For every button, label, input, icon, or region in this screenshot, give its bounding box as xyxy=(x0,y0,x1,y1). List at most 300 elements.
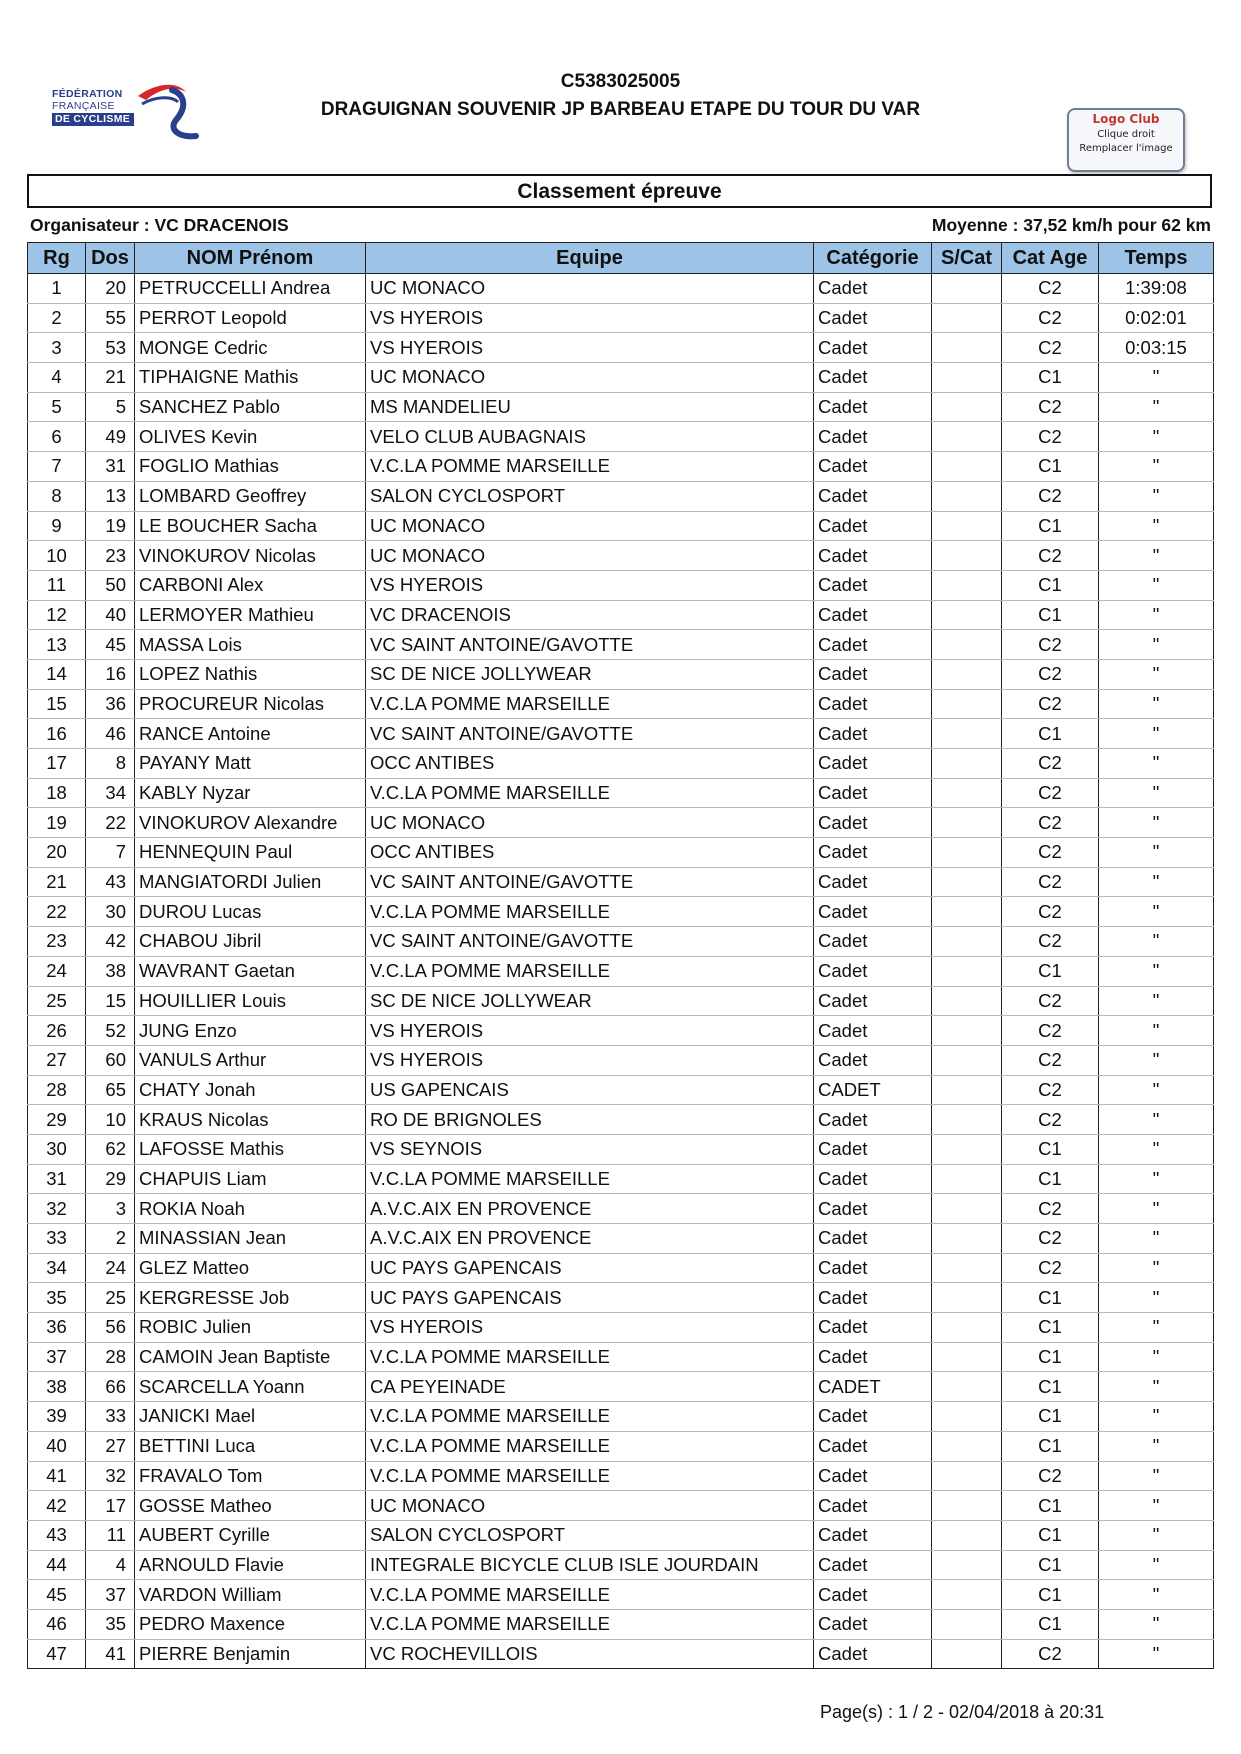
cell-time: " xyxy=(1099,363,1214,393)
federation-logo-line1: FÉDÉRATION xyxy=(52,88,123,100)
cell-team: V.C.LA POMME MARSEILLE xyxy=(366,452,814,482)
table-row xyxy=(28,511,1214,541)
cell-name: VINOKUROV Nicolas xyxy=(135,541,366,571)
table-row xyxy=(28,392,1214,422)
cell-rank: 2 xyxy=(28,303,86,333)
cell-time: " xyxy=(1099,541,1214,571)
table-row xyxy=(28,1639,1214,1669)
club-logo-title: Logo Club xyxy=(1092,112,1160,126)
cell-bib: 32 xyxy=(86,1461,135,1491)
cell-bib: 27 xyxy=(86,1431,135,1461)
table-header-row xyxy=(28,243,1214,274)
cell-category: Cadet xyxy=(814,838,932,868)
cell-time: " xyxy=(1099,630,1214,660)
cell-age-category: C1 xyxy=(1002,1431,1099,1461)
cell-team: VS HYEROIS xyxy=(366,1313,814,1343)
table-row xyxy=(28,927,1214,957)
table-row xyxy=(28,1609,1214,1639)
cell-subcategory xyxy=(932,689,1002,719)
cell-bib: 36 xyxy=(86,689,135,719)
cell-bib: 2 xyxy=(86,1224,135,1254)
cell-name: VANULS Arthur xyxy=(135,1045,366,1075)
cell-time: " xyxy=(1099,1016,1214,1046)
table-row xyxy=(28,1313,1214,1343)
cell-time: " xyxy=(1099,719,1214,749)
cell-age-category: C1 xyxy=(1002,1283,1099,1313)
table-row xyxy=(28,749,1214,779)
cell-team: V.C.LA POMME MARSEILLE xyxy=(366,897,814,927)
cell-bib: 4 xyxy=(86,1550,135,1580)
col-header-team: Equipe xyxy=(366,243,814,274)
cell-subcategory xyxy=(932,1402,1002,1432)
cell-subcategory xyxy=(932,303,1002,333)
cell-bib: 38 xyxy=(86,956,135,986)
federation-logo-line2: FRANÇAISE xyxy=(52,100,115,112)
cell-time: " xyxy=(1099,1609,1214,1639)
cell-rank: 27 xyxy=(28,1045,86,1075)
cell-age-category: C1 xyxy=(1002,600,1099,630)
cell-rank: 6 xyxy=(28,422,86,452)
event-code: C5383025005 xyxy=(560,71,681,92)
cell-age-category: C1 xyxy=(1002,956,1099,986)
cell-bib: 8 xyxy=(86,749,135,779)
cell-bib: 50 xyxy=(86,570,135,600)
cell-age-category: C2 xyxy=(1002,778,1099,808)
cell-subcategory xyxy=(932,1431,1002,1461)
cell-rank: 1 xyxy=(28,274,86,304)
cell-category: Cadet xyxy=(814,570,932,600)
cell-age-category: C2 xyxy=(1002,1045,1099,1075)
cell-name: LERMOYER Mathieu xyxy=(135,600,366,630)
cell-name: PAYANY Matt xyxy=(135,749,366,779)
table-row xyxy=(28,303,1214,333)
cell-bib: 11 xyxy=(86,1520,135,1550)
cell-time: " xyxy=(1099,1520,1214,1550)
cell-age-category: C2 xyxy=(1002,303,1099,333)
cell-team: V.C.LA POMME MARSEILLE xyxy=(366,778,814,808)
cell-time: " xyxy=(1099,452,1214,482)
cell-rank: 29 xyxy=(28,1105,86,1135)
table-row xyxy=(28,1283,1214,1313)
cell-subcategory xyxy=(932,274,1002,304)
cell-name: LOPEZ Nathis xyxy=(135,659,366,689)
cell-bib: 25 xyxy=(86,1283,135,1313)
cell-age-category: C2 xyxy=(1002,333,1099,363)
table-row xyxy=(28,452,1214,482)
cell-age-category: C1 xyxy=(1002,511,1099,541)
cell-subcategory xyxy=(932,1045,1002,1075)
cell-bib: 23 xyxy=(86,541,135,571)
cell-subcategory xyxy=(932,1609,1002,1639)
cell-bib: 7 xyxy=(86,838,135,868)
cell-team: V.C.LA POMME MARSEILLE xyxy=(366,1342,814,1372)
cell-team: VC ROCHEVILLOIS xyxy=(366,1639,814,1669)
table-row xyxy=(28,956,1214,986)
cell-rank: 24 xyxy=(28,956,86,986)
cell-rank: 45 xyxy=(28,1580,86,1610)
club-logo-replace: Remplacer l'image xyxy=(1079,143,1173,154)
cell-name: CHABOU Jibril xyxy=(135,927,366,957)
cell-team: V.C.LA POMME MARSEILLE xyxy=(366,1402,814,1432)
cell-time: 0:02:01 xyxy=(1099,303,1214,333)
cell-rank: 5 xyxy=(28,392,86,422)
cell-team: V.C.LA POMME MARSEILLE xyxy=(366,1580,814,1610)
cell-name: GOSSE Matheo xyxy=(135,1491,366,1521)
cell-time: " xyxy=(1099,749,1214,779)
cell-name: VARDON William xyxy=(135,1580,366,1610)
cell-name: SCARCELLA Yoann xyxy=(135,1372,366,1402)
cell-subcategory xyxy=(932,600,1002,630)
table-row xyxy=(28,838,1214,868)
cell-bib: 40 xyxy=(86,600,135,630)
cell-rank: 11 xyxy=(28,570,86,600)
cell-category: Cadet xyxy=(814,1283,932,1313)
cell-rank: 21 xyxy=(28,867,86,897)
col-header-subcategory: S/Cat xyxy=(932,243,1002,274)
cell-subcategory xyxy=(932,1164,1002,1194)
cell-time: " xyxy=(1099,481,1214,511)
cell-rank: 26 xyxy=(28,1016,86,1046)
cell-bib: 28 xyxy=(86,1342,135,1372)
cell-subcategory xyxy=(932,838,1002,868)
cell-team: UC PAYS GAPENCAIS xyxy=(366,1283,814,1313)
cell-subcategory xyxy=(932,541,1002,571)
cell-bib: 53 xyxy=(86,333,135,363)
cell-rank: 46 xyxy=(28,1609,86,1639)
cell-team: VS SEYNOIS xyxy=(366,1134,814,1164)
cell-age-category: C2 xyxy=(1002,927,1099,957)
cell-age-category: C2 xyxy=(1002,274,1099,304)
table-row xyxy=(28,363,1214,393)
cell-subcategory xyxy=(932,778,1002,808)
cell-team: VS HYEROIS xyxy=(366,333,814,363)
cell-name: HOUILLIER Louis xyxy=(135,986,366,1016)
organizer: Organisateur : VC DRACENOIS xyxy=(30,215,289,235)
cell-bib: 16 xyxy=(86,659,135,689)
cell-team: A.V.C.AIX EN PROVENCE xyxy=(366,1224,814,1254)
cell-name: PERROT Leopold xyxy=(135,303,366,333)
cell-time: " xyxy=(1099,659,1214,689)
cell-bib: 5 xyxy=(86,392,135,422)
table-row xyxy=(28,333,1214,363)
cell-team: VC SAINT ANTOINE/GAVOTTE xyxy=(366,630,814,660)
cell-rank: 42 xyxy=(28,1491,86,1521)
cell-name: KERGRESSE Job xyxy=(135,1283,366,1313)
cell-name: PIERRE Benjamin xyxy=(135,1639,366,1669)
cell-bib: 21 xyxy=(86,363,135,393)
cell-name: LOMBARD Geoffrey xyxy=(135,481,366,511)
cell-category: Cadet xyxy=(814,897,932,927)
cell-subcategory xyxy=(932,422,1002,452)
cell-category: Cadet xyxy=(814,1580,932,1610)
cell-team: OCC ANTIBES xyxy=(366,749,814,779)
cell-rank: 28 xyxy=(28,1075,86,1105)
cell-age-category: C1 xyxy=(1002,570,1099,600)
table-row xyxy=(28,1016,1214,1046)
cell-time: " xyxy=(1099,1105,1214,1135)
cell-subcategory xyxy=(932,1194,1002,1224)
cell-team: V.C.LA POMME MARSEILLE xyxy=(366,689,814,719)
cell-category: Cadet xyxy=(814,1639,932,1669)
cell-rank: 18 xyxy=(28,778,86,808)
cell-name: FRAVALO Tom xyxy=(135,1461,366,1491)
cell-subcategory xyxy=(932,630,1002,660)
cell-name: FOGLIO Mathias xyxy=(135,452,366,482)
table-row xyxy=(28,808,1214,838)
cell-name: SANCHEZ Pablo xyxy=(135,392,366,422)
cell-rank: 16 xyxy=(28,719,86,749)
cell-name: BETTINI Luca xyxy=(135,1431,366,1461)
col-header-rank: Rg xyxy=(28,243,86,274)
cell-category: Cadet xyxy=(814,659,932,689)
cell-age-category: C2 xyxy=(1002,1461,1099,1491)
cell-category: Cadet xyxy=(814,511,932,541)
cell-team: VS HYEROIS xyxy=(366,1016,814,1046)
cell-time: " xyxy=(1099,838,1214,868)
cell-time: " xyxy=(1099,986,1214,1016)
cell-category: Cadet xyxy=(814,1491,932,1521)
cell-rank: 13 xyxy=(28,630,86,660)
table-row xyxy=(28,719,1214,749)
table-row xyxy=(28,659,1214,689)
table-row xyxy=(28,1372,1214,1402)
cell-name: MASSA Lois xyxy=(135,630,366,660)
table-row xyxy=(28,570,1214,600)
cell-subcategory xyxy=(932,511,1002,541)
cell-rank: 7 xyxy=(28,452,86,482)
cell-age-category: C2 xyxy=(1002,1253,1099,1283)
cell-name: JANICKI Mael xyxy=(135,1402,366,1432)
cell-age-category: C2 xyxy=(1002,808,1099,838)
cell-time: " xyxy=(1099,600,1214,630)
cell-name: LE BOUCHER Sacha xyxy=(135,511,366,541)
cell-category: Cadet xyxy=(814,927,932,957)
cell-time: " xyxy=(1099,1550,1214,1580)
cell-time: " xyxy=(1099,1313,1214,1343)
cell-team: VS HYEROIS xyxy=(366,1045,814,1075)
cell-rank: 30 xyxy=(28,1134,86,1164)
cell-team: VS HYEROIS xyxy=(366,570,814,600)
cell-team: SALON CYCLOSPORT xyxy=(366,1520,814,1550)
cell-age-category: C1 xyxy=(1002,1342,1099,1372)
table-row xyxy=(28,481,1214,511)
cell-team: UC MONACO xyxy=(366,511,814,541)
cell-time: " xyxy=(1099,867,1214,897)
cell-time: " xyxy=(1099,1224,1214,1254)
cell-category: Cadet xyxy=(814,481,932,511)
cell-age-category: C2 xyxy=(1002,659,1099,689)
cell-team: VELO CLUB AUBAGNAIS xyxy=(366,422,814,452)
cell-subcategory xyxy=(932,1224,1002,1254)
cell-bib: 37 xyxy=(86,1580,135,1610)
cell-subcategory xyxy=(932,1342,1002,1372)
cell-bib: 49 xyxy=(86,422,135,452)
cell-category: Cadet xyxy=(814,541,932,571)
cell-subcategory xyxy=(932,1313,1002,1343)
cell-name: ROKIA Noah xyxy=(135,1194,366,1224)
cell-age-category: C2 xyxy=(1002,867,1099,897)
cell-name: ROBIC Julien xyxy=(135,1313,366,1343)
cell-category: Cadet xyxy=(814,1461,932,1491)
cell-time: " xyxy=(1099,1402,1214,1432)
cell-age-category: C2 xyxy=(1002,481,1099,511)
cell-rank: 38 xyxy=(28,1372,86,1402)
cell-rank: 15 xyxy=(28,689,86,719)
cell-bib: 22 xyxy=(86,808,135,838)
cell-category: Cadet xyxy=(814,1164,932,1194)
cell-team: MS MANDELIEU xyxy=(366,392,814,422)
table-row xyxy=(28,1431,1214,1461)
table-row xyxy=(28,867,1214,897)
cell-bib: 29 xyxy=(86,1164,135,1194)
cell-age-category: C1 xyxy=(1002,1313,1099,1343)
cell-age-category: C1 xyxy=(1002,1580,1099,1610)
cell-age-category: C1 xyxy=(1002,719,1099,749)
cell-time: " xyxy=(1099,1164,1214,1194)
table-row xyxy=(28,1045,1214,1075)
cell-team: V.C.LA POMME MARSEILLE xyxy=(366,1164,814,1194)
cell-name: GLEZ Matteo xyxy=(135,1253,366,1283)
cell-category: Cadet xyxy=(814,1016,932,1046)
cell-rank: 33 xyxy=(28,1224,86,1254)
table-row xyxy=(28,274,1214,304)
cell-rank: 31 xyxy=(28,1164,86,1194)
cell-age-category: C2 xyxy=(1002,689,1099,719)
cell-subcategory xyxy=(932,1283,1002,1313)
cell-rank: 40 xyxy=(28,1431,86,1461)
results-body xyxy=(28,274,1214,1669)
table-row xyxy=(28,630,1214,660)
cell-subcategory xyxy=(932,570,1002,600)
cell-subcategory xyxy=(932,1550,1002,1580)
cell-category: Cadet xyxy=(814,452,932,482)
cell-rank: 23 xyxy=(28,927,86,957)
cell-category: Cadet xyxy=(814,1609,932,1639)
cell-time: " xyxy=(1099,1372,1214,1402)
cell-team: SALON CYCLOSPORT xyxy=(366,481,814,511)
cell-time: " xyxy=(1099,1075,1214,1105)
cell-time: " xyxy=(1099,392,1214,422)
cell-team: A.V.C.AIX EN PROVENCE xyxy=(366,1194,814,1224)
cell-team: SC DE NICE JOLLYWEAR xyxy=(366,986,814,1016)
table-row xyxy=(28,600,1214,630)
table-row xyxy=(28,1520,1214,1550)
cell-bib: 20 xyxy=(86,274,135,304)
cell-category: Cadet xyxy=(814,1550,932,1580)
cell-category: Cadet xyxy=(814,1224,932,1254)
cell-bib: 24 xyxy=(86,1253,135,1283)
cell-team: OCC ANTIBES xyxy=(366,838,814,868)
cell-age-category: C2 xyxy=(1002,1105,1099,1135)
cell-category: Cadet xyxy=(814,363,932,393)
cell-name: CARBONI Alex xyxy=(135,570,366,600)
cell-name: MONGE Cedric xyxy=(135,333,366,363)
cell-age-category: C1 xyxy=(1002,452,1099,482)
table-row xyxy=(28,1075,1214,1105)
cell-team: VC DRACENOIS xyxy=(366,600,814,630)
cell-subcategory xyxy=(932,1105,1002,1135)
table-row xyxy=(28,986,1214,1016)
cell-category: Cadet xyxy=(814,1431,932,1461)
section-title: Classement épreuve xyxy=(27,174,1212,208)
col-header-name: NOM Prénom xyxy=(135,243,366,274)
cell-category: Cadet xyxy=(814,422,932,452)
cell-name: PEDRO Maxence xyxy=(135,1609,366,1639)
cell-category: Cadet xyxy=(814,778,932,808)
cell-bib: 42 xyxy=(86,927,135,957)
cell-rank: 22 xyxy=(28,897,86,927)
cell-bib: 45 xyxy=(86,630,135,660)
cell-time: " xyxy=(1099,897,1214,927)
cell-time: " xyxy=(1099,689,1214,719)
table-row xyxy=(28,689,1214,719)
cell-name: HENNEQUIN Paul xyxy=(135,838,366,868)
cell-time: " xyxy=(1099,927,1214,957)
col-header-bib: Dos xyxy=(86,243,135,274)
cell-category: Cadet xyxy=(814,1105,932,1135)
cell-team: US GAPENCAIS xyxy=(366,1075,814,1105)
cell-category: Cadet xyxy=(814,808,932,838)
cell-name: TIPHAIGNE Mathis xyxy=(135,363,366,393)
cell-name: DUROU Lucas xyxy=(135,897,366,927)
cell-category: Cadet xyxy=(814,867,932,897)
cell-bib: 15 xyxy=(86,986,135,1016)
cell-team: UC MONACO xyxy=(366,1491,814,1521)
cell-time: " xyxy=(1099,1491,1214,1521)
cell-category: Cadet xyxy=(814,956,932,986)
table-row xyxy=(28,897,1214,927)
cell-time: " xyxy=(1099,1194,1214,1224)
cell-subcategory xyxy=(932,1134,1002,1164)
cell-age-category: C2 xyxy=(1002,1639,1099,1669)
cell-rank: 35 xyxy=(28,1283,86,1313)
cell-bib: 31 xyxy=(86,452,135,482)
cell-category: Cadet xyxy=(814,392,932,422)
cell-bib: 60 xyxy=(86,1045,135,1075)
cell-time: " xyxy=(1099,1580,1214,1610)
page-footer: Page(s) : 1 / 2 - 02/04/2018 à 20:31 xyxy=(820,1702,1105,1722)
cell-subcategory xyxy=(932,333,1002,363)
cell-bib: 33 xyxy=(86,1402,135,1432)
cell-subcategory xyxy=(932,956,1002,986)
table-row xyxy=(28,1194,1214,1224)
cell-team: UC MONACO xyxy=(366,541,814,571)
cell-subcategory xyxy=(932,1253,1002,1283)
cell-category: Cadet xyxy=(814,1402,932,1432)
cell-category: Cadet xyxy=(814,1134,932,1164)
table-row xyxy=(28,1224,1214,1254)
cell-category: Cadet xyxy=(814,1520,932,1550)
cell-name: KRAUS Nicolas xyxy=(135,1105,366,1135)
cell-team: VC SAINT ANTOINE/GAVOTTE xyxy=(366,719,814,749)
cell-rank: 14 xyxy=(28,659,86,689)
cell-rank: 37 xyxy=(28,1342,86,1372)
cell-team: CA PEYEINADE xyxy=(366,1372,814,1402)
cell-subcategory xyxy=(932,1639,1002,1669)
cell-rank: 39 xyxy=(28,1402,86,1432)
cell-category: Cadet xyxy=(814,1342,932,1372)
club-logo-placeholder[interactable] xyxy=(1067,108,1185,172)
cell-team: UC MONACO xyxy=(366,274,814,304)
cell-category: Cadet xyxy=(814,689,932,719)
cell-rank: 25 xyxy=(28,986,86,1016)
cell-team: VC SAINT ANTOINE/GAVOTTE xyxy=(366,927,814,957)
table-row xyxy=(28,422,1214,452)
cell-bib: 3 xyxy=(86,1194,135,1224)
cell-age-category: C1 xyxy=(1002,1520,1099,1550)
cell-name: CHATY Jonah xyxy=(135,1075,366,1105)
cell-rank: 20 xyxy=(28,838,86,868)
